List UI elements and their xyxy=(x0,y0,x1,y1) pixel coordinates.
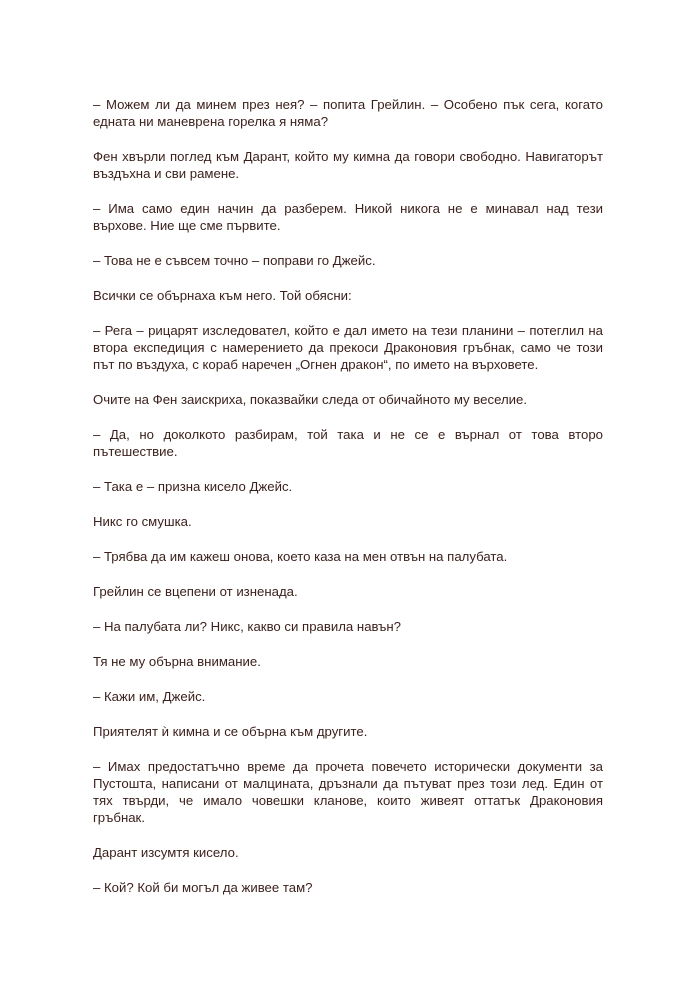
paragraph: – Да, но доколкото разбирам, той така и не се е върнал от това второ пътешествие. xyxy=(93,427,603,459)
paragraph: – На палубата ли? Никс, какво си правила навън? xyxy=(93,619,401,634)
paragraph: Очите на Фен заискриха, показвайки следа от обичайното му веселие. xyxy=(93,392,528,407)
paragraph: – Трябва да им кажеш онова, което каза на мен отвън на палубата. xyxy=(93,549,508,564)
paragraph: Никс го смушка. xyxy=(93,514,192,529)
paragraph: – Така е – призна кисело Джейс. xyxy=(93,479,293,494)
paragraph: Тя не му обърна внимание. xyxy=(93,654,261,669)
paragraph: Всички се обърнаха към него. Той обясни: xyxy=(93,288,352,303)
paragraph: Фен хвърли поглед към Дарант, който му кимна да говори свободно. Навигаторът въздъхна и сви рамене. xyxy=(93,149,603,181)
paragraph: – Има само един начин да разберем. Никой никога не е минавал над тези върхове. Ние ще сме първите. xyxy=(93,201,603,233)
paragraph: – Кажи им, Джейс. xyxy=(93,689,206,704)
paragraph: – Кой? Кой би могъл да живее там? xyxy=(93,880,313,895)
paragraph: Приятелят ѝ кимна и се обърна към другите. xyxy=(93,724,368,739)
paragraph: – Имах предостатъчно време да прочета повечето исторически документи за Пустошта, написани от малцината, дръзнали да пътуват през този лед. Един от тях твърди, че имало човешки кланове, които живеят оттатък Драконовия гръбнак. xyxy=(93,759,603,825)
paragraph: – Можем ли да минем през нея? – попита Грейлин. – Особено пък сега, когато едната ни маневрена горелка я няма? xyxy=(93,97,603,129)
paragraph: Грейлин се вцепени от изненада. xyxy=(93,584,298,599)
paragraph: – Рега – рицарят изследовател, който е дал името на тези планини – потеглил на втора експедиция с намерението да прекоси Драконовия гръбнак, само че този път по въздуха, с кораб наречен „Огнен дракон“, по името на върховете. xyxy=(93,323,603,372)
paragraph: Дарант изсумтя кисело. xyxy=(93,845,239,860)
body-text xyxy=(93,96,603,914)
paragraph: – Това не е съвсем точно – поправи го Джейс. xyxy=(93,253,376,268)
